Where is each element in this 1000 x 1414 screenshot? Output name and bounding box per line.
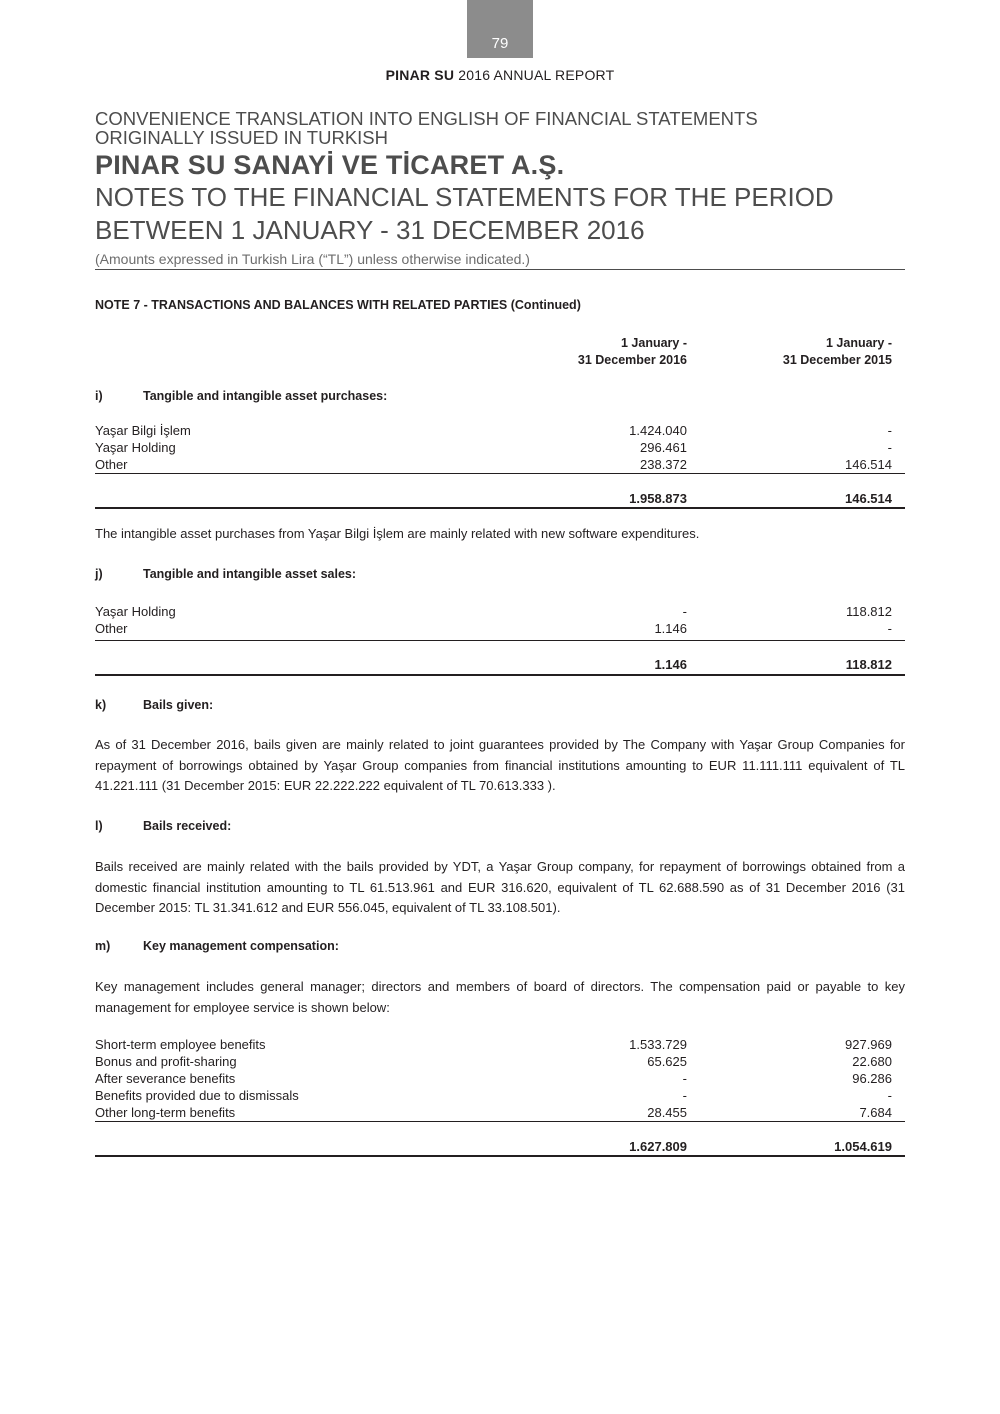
total-2015: 146.514 bbox=[845, 491, 892, 506]
section-j-title: Tangible and intangible asset sales: bbox=[143, 567, 357, 581]
total-rule bbox=[95, 674, 905, 676]
total-2016: 1.627.809 bbox=[629, 1139, 687, 1154]
total-row bbox=[95, 490, 905, 507]
row-label: Bonus and profit-sharing bbox=[95, 1054, 237, 1069]
section-j-letter: j) bbox=[95, 567, 103, 581]
column-header-2016 bbox=[487, 335, 687, 369]
value-2016: 296.461 bbox=[640, 440, 687, 455]
section-k-heading bbox=[95, 698, 213, 712]
table-row bbox=[95, 439, 905, 456]
column-header-2016-line-2: 31 December 2016 bbox=[577, 353, 687, 367]
page-number: 79 bbox=[491, 35, 509, 52]
company-name: PINAR SU SANAYİ VE TİCARET A.Ş. bbox=[95, 150, 565, 180]
amounts-note: (Amounts expressed in Turkish Lira (“TL”) unless otherwise indicated.) bbox=[95, 251, 530, 267]
section-m-letter: m) bbox=[95, 939, 111, 953]
total-row bbox=[95, 656, 905, 673]
value-2016: 1.533.729 bbox=[629, 1037, 687, 1052]
table-row bbox=[95, 456, 905, 473]
total-2015: 118.812 bbox=[845, 657, 892, 672]
table-row bbox=[95, 422, 905, 439]
notes-title-line-2: BETWEEN 1 JANUARY - 31 DECEMBER 2016 bbox=[95, 215, 645, 245]
report-brand: PINAR SU bbox=[385, 67, 455, 83]
page-number-tab bbox=[467, 0, 533, 58]
value-2016: - bbox=[682, 604, 687, 619]
section-j-heading bbox=[95, 567, 356, 581]
value-2016: 1.424.040 bbox=[629, 423, 687, 438]
value-2015: 22.680 bbox=[852, 1054, 892, 1069]
section-m-heading bbox=[95, 939, 339, 953]
value-2016: - bbox=[682, 1088, 687, 1103]
section-l-text: Bails received are mainly related with the bails provided by YDT, a Yaşar Group company, for repayment of borrowings obtained from a domestic financial institution amounting to TL 61.513.961 and EUR 316.620, equivalent of TL 62.688.590 as of 31 December 2016 (31 December 2015: TL 31.341.612 and EUR 556.045, equivalent of TL 33.108.501). bbox=[95, 859, 905, 915]
notes-title bbox=[95, 181, 834, 247]
section-m-text: Key management includes general manager; directors and members of board of directors. The compensation paid or payable to key management for employee service is shown below: bbox=[95, 979, 905, 1015]
value-2016: 65.625 bbox=[647, 1054, 687, 1069]
value-2016: 1.146 bbox=[654, 621, 687, 636]
table-row bbox=[95, 1104, 905, 1121]
report-title-rest: 2016 ANNUAL REPORT bbox=[454, 67, 615, 83]
value-2015: - bbox=[887, 440, 892, 455]
total-2016: 1.146 bbox=[654, 657, 687, 672]
value-2015: - bbox=[887, 423, 892, 438]
section-i-title: Tangible and intangible asset purchases: bbox=[143, 389, 388, 403]
section-k-letter: k) bbox=[95, 698, 107, 712]
table-row bbox=[95, 1053, 905, 1070]
value-2015: 146.514 bbox=[845, 457, 892, 472]
total-rule bbox=[95, 507, 905, 509]
table-row bbox=[95, 1070, 905, 1087]
table-row bbox=[95, 1036, 905, 1053]
row-label: Short-term employee benefits bbox=[95, 1037, 266, 1052]
subtotal-rule bbox=[95, 640, 905, 641]
convenience-translation-heading bbox=[95, 109, 758, 147]
subtotal-rule bbox=[95, 1121, 905, 1122]
row-label: Yaşar Holding bbox=[95, 440, 176, 455]
row-label: Benefits provided due to dismissals bbox=[95, 1088, 299, 1103]
section-i-heading bbox=[95, 389, 387, 403]
section-k-text: As of 31 December 2016, bails given are mainly related to joint guarantees provided by The Company with Yaşar Group Companies for repayment of borrowings obtained by Yaşar Group companies from financial institutions amounting to EUR 11.111.111 equivalent of TL 41.221.111 (31 December 2015: EUR 22.222.222 equivalent of TL 70.613.333 ). bbox=[95, 737, 905, 793]
value-2015: 7.684 bbox=[859, 1105, 892, 1120]
column-header-2015-line-1: 1 January - bbox=[825, 336, 892, 350]
total-rule bbox=[95, 1155, 905, 1157]
header-divider bbox=[95, 269, 905, 270]
value-2015: - bbox=[887, 621, 892, 636]
value-2015: 96.286 bbox=[852, 1071, 892, 1086]
column-header-2016-line-1: 1 January - bbox=[620, 336, 687, 350]
table-row bbox=[95, 603, 905, 620]
convenience-line-2: ORIGINALLY ISSUED IN TURKISH bbox=[95, 127, 388, 148]
row-label: Yaşar Holding bbox=[95, 604, 176, 619]
table-row bbox=[95, 620, 905, 637]
notes-title-line-1: NOTES TO THE FINANCIAL STATEMENTS FOR THE PERIOD bbox=[95, 182, 834, 212]
value-2016: - bbox=[682, 1071, 687, 1086]
row-label: Other bbox=[95, 621, 128, 636]
section-l-heading bbox=[95, 819, 231, 833]
section-k-title: Bails given: bbox=[143, 698, 214, 712]
section-i-letter: i) bbox=[95, 389, 103, 403]
convenience-line-1: CONVENIENCE TRANSLATION INTO ENGLISH OF FINANCIAL STATEMENTS bbox=[95, 108, 758, 129]
column-header-2015 bbox=[692, 335, 892, 369]
total-2015: 1.054.619 bbox=[834, 1139, 892, 1154]
section-m-title: Key management compensation: bbox=[143, 939, 339, 953]
section-l-letter: l) bbox=[95, 819, 103, 833]
value-2016: 238.372 bbox=[640, 457, 687, 472]
section-i-note: The intangible asset purchases from Yaşar Bilgi İşlem are mainly related with new software expenditures. bbox=[95, 526, 700, 541]
column-header-2015-line-2: 31 December 2015 bbox=[782, 353, 892, 367]
value-2015: - bbox=[887, 1088, 892, 1103]
note-heading: NOTE 7 - TRANSACTIONS AND BALANCES WITH RELATED PARTIES (Continued) bbox=[95, 298, 581, 312]
table-row bbox=[95, 1087, 905, 1104]
row-label: Yaşar Bilgi İşlem bbox=[95, 423, 191, 438]
value-2015: 118.812 bbox=[845, 604, 892, 619]
report-title bbox=[0, 67, 1000, 83]
row-label: Other bbox=[95, 457, 128, 472]
value-2015: 927.969 bbox=[845, 1037, 892, 1052]
total-row bbox=[95, 1138, 905, 1155]
total-2016: 1.958.873 bbox=[629, 491, 687, 506]
value-2016: 28.455 bbox=[647, 1105, 687, 1120]
row-label: After severance benefits bbox=[95, 1071, 236, 1086]
section-l-title: Bails received: bbox=[143, 819, 232, 833]
row-label: Other long-term benefits bbox=[95, 1105, 236, 1120]
subtotal-rule bbox=[95, 473, 905, 474]
